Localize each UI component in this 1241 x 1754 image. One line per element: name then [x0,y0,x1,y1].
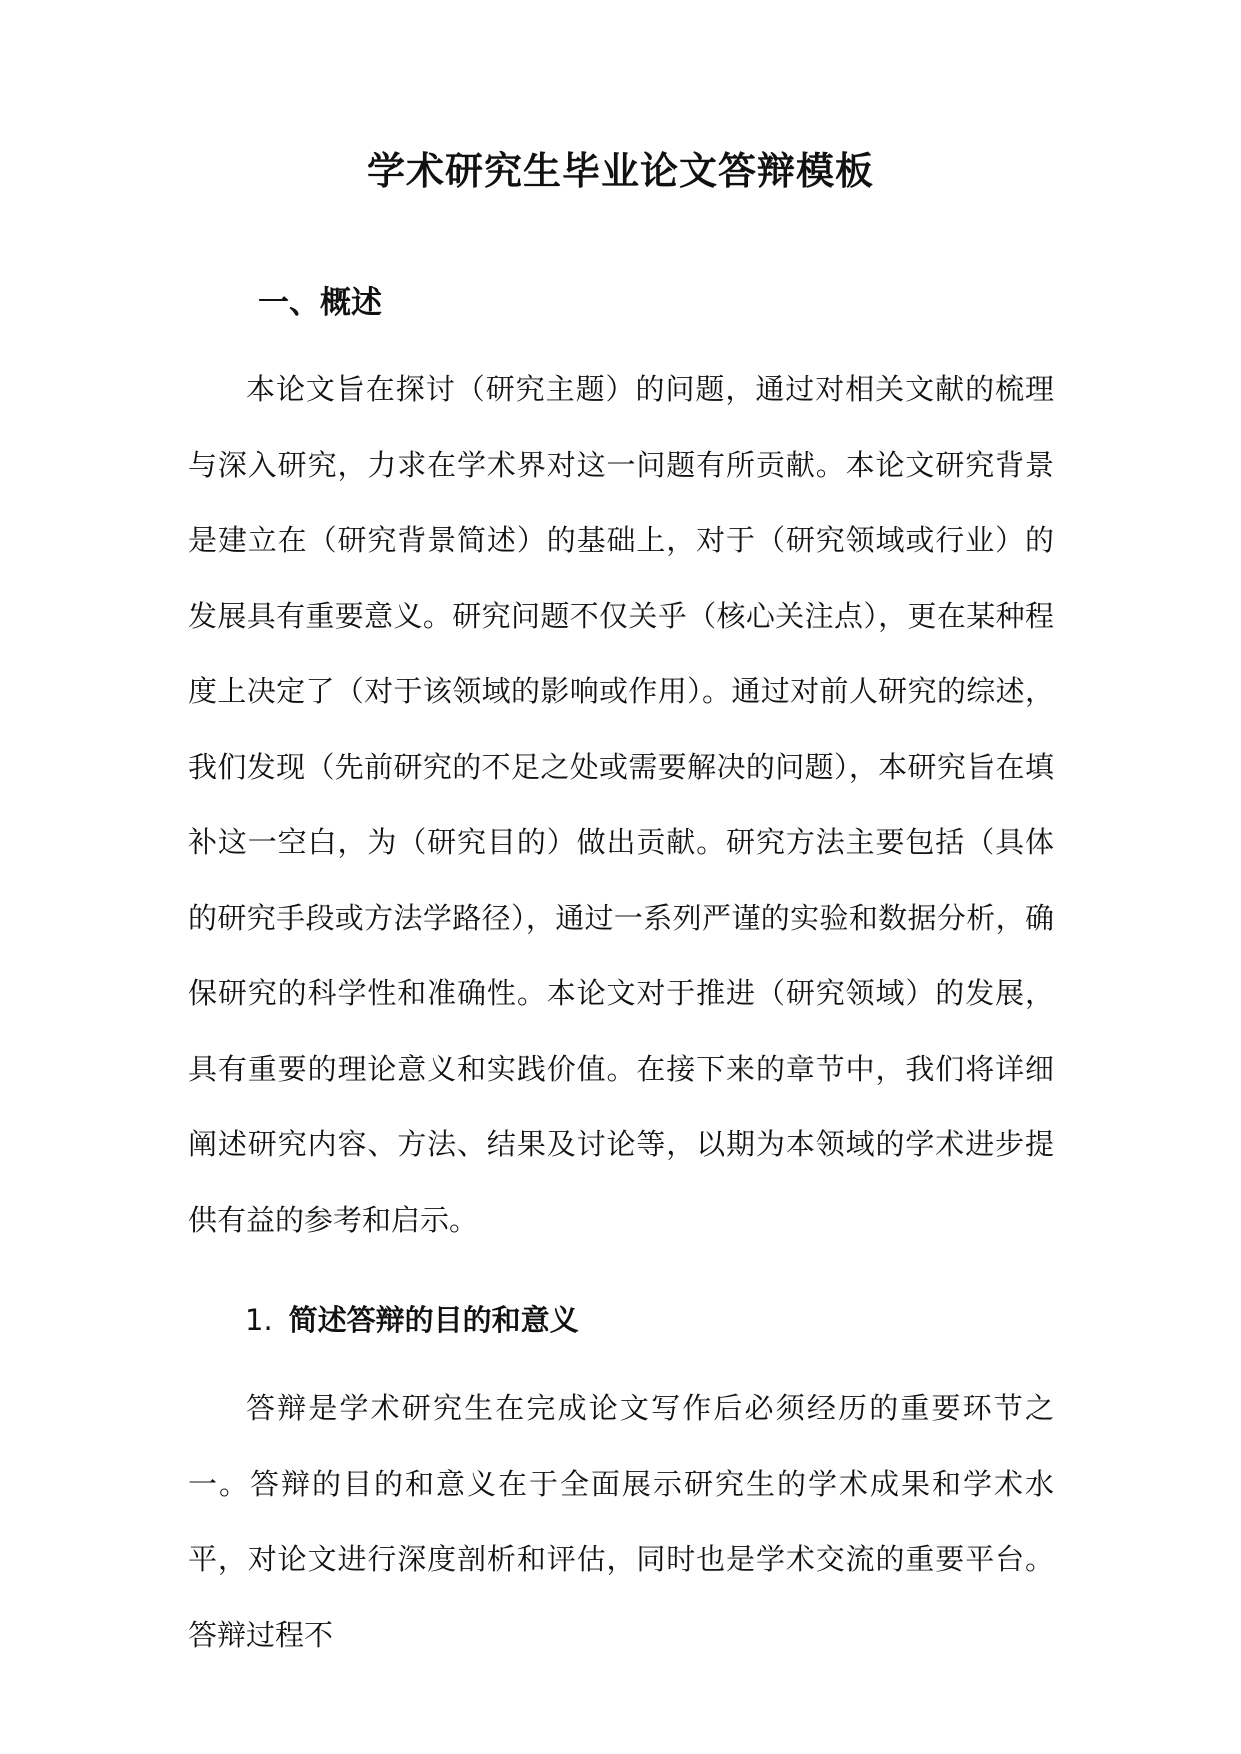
subsection-number: 1. [245,1303,273,1337]
document-title: 学术研究生毕业论文答辩模板 [366,149,874,193]
subsection-heading [245,1299,579,1341]
defense-purpose-paragraph: 答辩是学术研究生在完成论文写作后必须经历的重要环节之一。答辩的目的和意义在于全面展示研究生的学术成果和学术水平，对论文进行深度剖析和评估，同时也是学术交流的重要平台。答辩过程不 [188,1391,1054,1652]
section-heading-overview: 一、概述 [258,285,382,321]
overview-paragraph: 本论文旨在探讨（研究主题）的问题，通过对相关文献的梳理与深入研究，力求在学术界对这一问题有所贡献。本论文研究背景是建立在（研究背景简述）的基础上，对于（研究领域或行业）的发展具有重要意义。研究问题不仅关乎（核心关注点），更在某种程度上决定了（对于该领域的影响或作用）。通过对前人研究的综述，我们发现（先前研究的不足之处或需要解决的问题），本研究旨在填补这一空白，为（研究目的）做出贡献。研究方法主要包括（具体的研究手段或方法学路径），通过一系列严谨的实验和数据分析，确保研究的科学性和准确性。本论文对于推进（研究领域）的发展，具有重要的理论意义和实践价值。在接下来的章节中，我们将详细阐述研究内容、方法、结果及讨论等，以期为本领域的学术进步提供有益的参考和启示。 [188,372,1054,1237]
subsection-title: 简述答辩的目的和意义 [288,1303,579,1337]
